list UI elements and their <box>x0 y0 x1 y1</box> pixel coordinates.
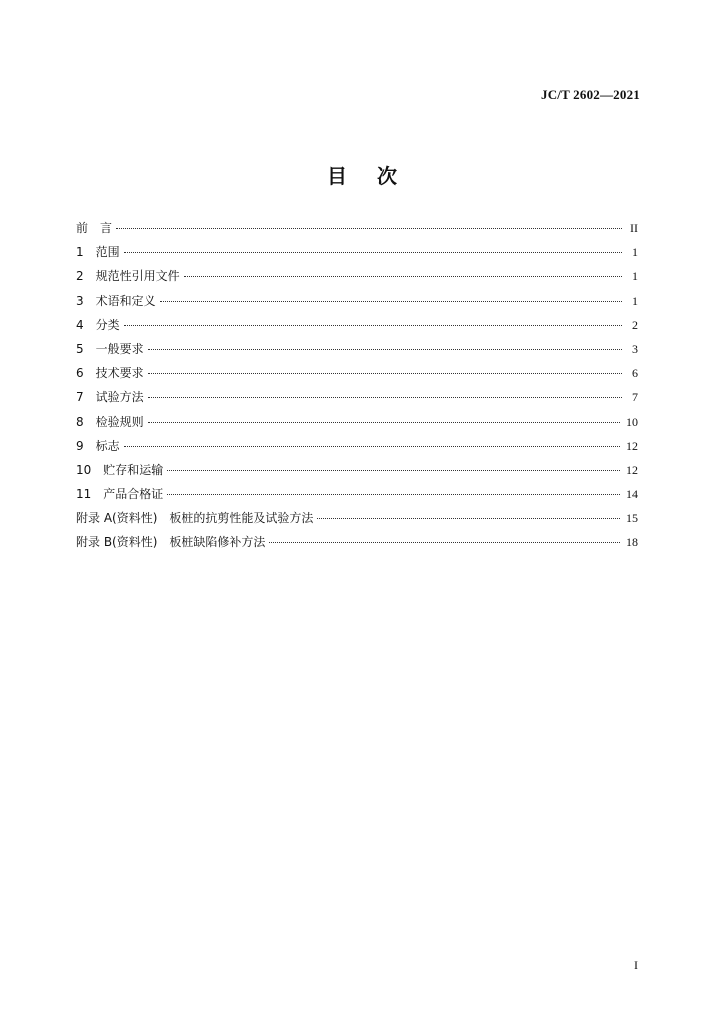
toc-leader-dots <box>124 325 622 326</box>
page-number: I <box>634 958 638 972</box>
toc-leader-dots <box>269 542 620 543</box>
toc-leader-dots <box>116 228 622 229</box>
toc-leader-dots <box>167 494 620 495</box>
toc-entry-label: 附录 A(资料性) 板桩的抗剪性能及试验方法 <box>76 511 314 526</box>
toc-leader-dots <box>317 518 620 519</box>
toc-entry-label: 7 试验方法 <box>76 390 144 405</box>
toc-entry-foreword[interactable] <box>76 221 638 245</box>
table-of-contents <box>76 221 638 560</box>
toc-leader-dots <box>160 301 622 302</box>
toc-leader-dots <box>148 349 622 350</box>
toc-entry-inspection-rules[interactable] <box>76 415 638 439</box>
toc-entry-label: 前 言 <box>76 221 113 235</box>
toc-entry-page: 12 <box>626 438 638 453</box>
toc-leader-dots <box>124 446 620 447</box>
toc-entry-label: 5 一般要求 <box>76 341 144 356</box>
toc-entry-page: 14 <box>626 487 638 502</box>
toc-leader-dots <box>124 252 622 253</box>
toc-entry-product-certificate[interactable] <box>76 487 638 511</box>
toc-entry-appendix-a[interactable] <box>76 511 638 535</box>
toc-leader-dots <box>148 422 620 423</box>
toc-entry-label: 6 技术要求 <box>76 366 144 381</box>
toc-leader-dots <box>167 470 620 471</box>
toc-entry-label: 4 分类 <box>76 317 120 332</box>
toc-entry-label: 8 检验规则 <box>76 414 144 429</box>
standard-number: JC/T 2602—2021 <box>541 87 640 102</box>
toc-entry-label: 9 标志 <box>76 438 120 453</box>
toc-entry-page: 2 <box>632 317 638 332</box>
toc-entry-page: 18 <box>626 535 638 550</box>
toc-entry-label: 3 术语和定义 <box>76 293 156 308</box>
toc-entry-general-requirements[interactable] <box>76 342 638 366</box>
toc-entry-marking[interactable] <box>76 439 638 463</box>
toc-entry-classification[interactable] <box>76 318 638 342</box>
toc-entry-technical-requirements[interactable] <box>76 366 638 390</box>
toc-entry-label: 11 产品合格证 <box>76 487 164 502</box>
toc-entry-page: II <box>630 221 638 235</box>
toc-entry-label: 10 贮存和运输 <box>76 462 164 477</box>
toc-entry-appendix-b[interactable] <box>76 535 638 559</box>
toc-entry-label: 1 范围 <box>76 245 120 260</box>
toc-entry-page: 6 <box>632 366 638 381</box>
toc-entry-scope[interactable] <box>76 245 638 269</box>
toc-entry-normative-references[interactable] <box>76 269 638 293</box>
toc-entry-page: 1 <box>632 293 638 308</box>
toc-entry-page: 1 <box>632 269 638 284</box>
toc-leader-dots <box>148 373 622 374</box>
toc-entry-storage-transport[interactable] <box>76 463 638 487</box>
toc-leader-dots <box>184 276 622 277</box>
toc-entry-test-methods[interactable] <box>76 390 638 414</box>
toc-leader-dots <box>148 397 622 398</box>
toc-entry-page: 15 <box>626 511 638 526</box>
toc-entry-terms-definitions[interactable] <box>76 294 638 318</box>
toc-entry-label: 附录 B(资料性) 板桩缺陷修补方法 <box>76 535 266 550</box>
toc-entry-page: 10 <box>626 414 638 429</box>
toc-entry-page: 1 <box>632 245 638 260</box>
toc-title: 目次 <box>327 164 427 188</box>
toc-entry-page: 7 <box>632 390 638 405</box>
toc-entry-page: 3 <box>632 341 638 356</box>
toc-entry-page: 12 <box>626 462 638 477</box>
toc-entry-label: 2 规范性引用文件 <box>76 269 180 284</box>
